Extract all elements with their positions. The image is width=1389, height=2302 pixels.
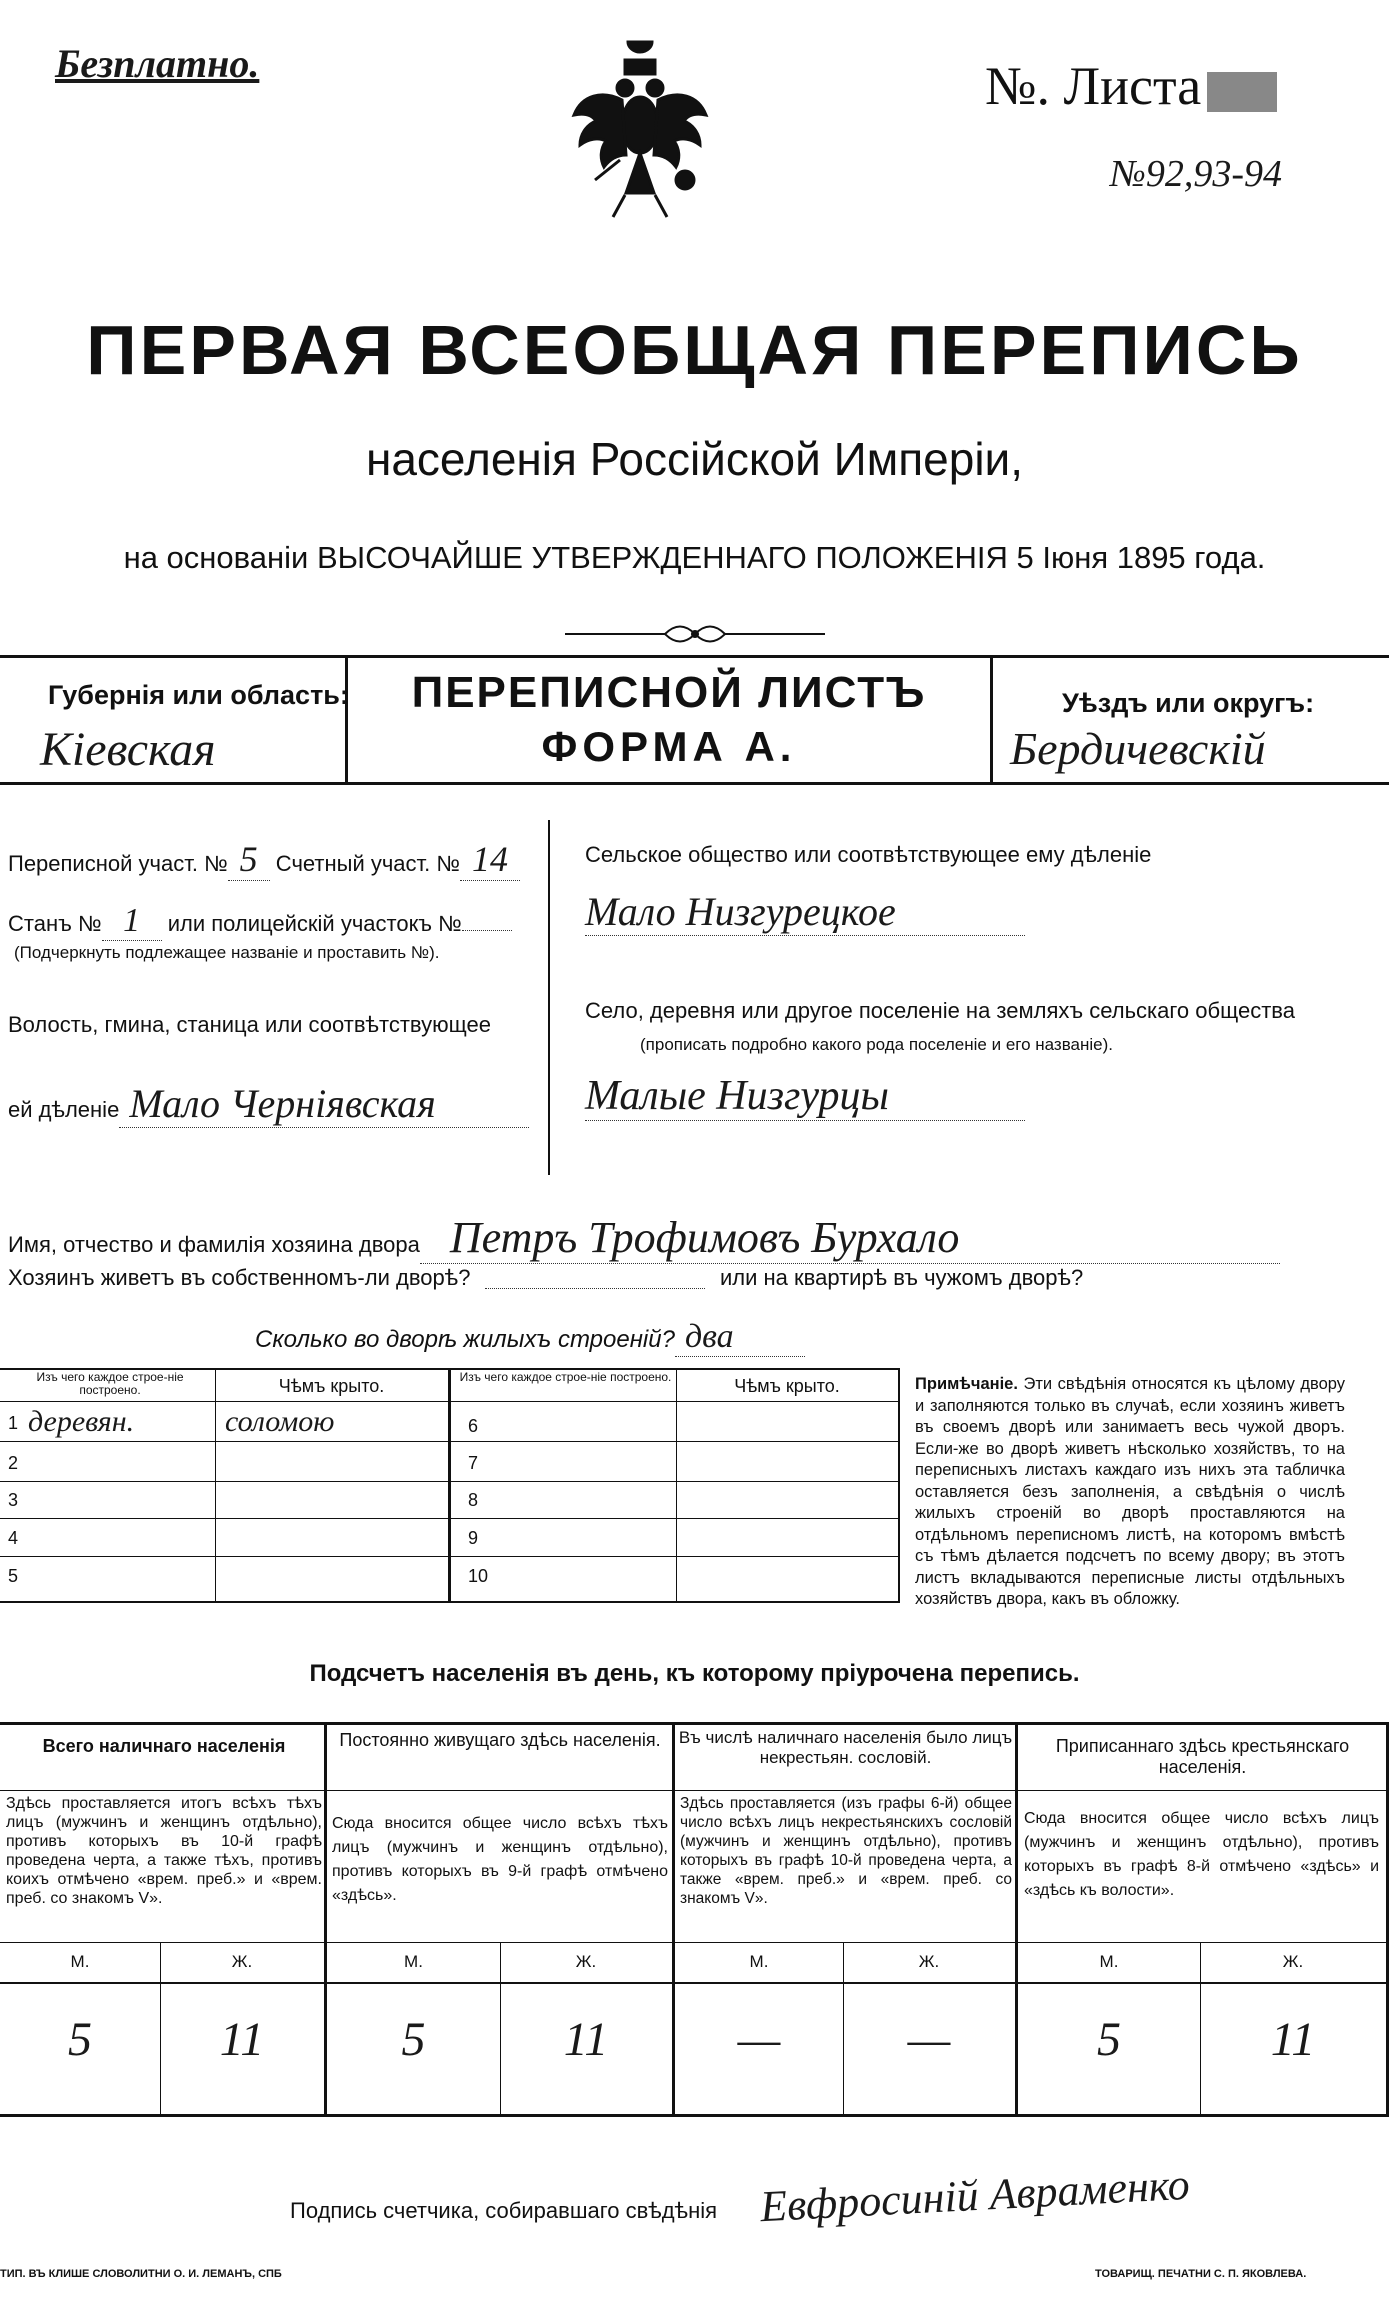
count-col-4-head: Приписаннаго здѣсь крестьянскаго населенія. [1055, 1736, 1350, 1777]
redaction-block [1207, 72, 1277, 112]
page-title: ПЕРВАЯ ВСЕОБЩАЯ ПЕРЕПИСЬ [86, 311, 1303, 389]
row-number: 6 [468, 1416, 479, 1436]
page-subtitle: населенія Россійской Имперіи, [365, 433, 1024, 485]
count-col-3-desc: Здѣсь проставляется (изъ графы 6-й) общее число всѣхъ лицъ некрестьянскихъ сословій (мужчинъ и женщинъ отдѣльно), противъ которыхъ въ графѣ 10-й проведена черта, а также «врем. преб.» и «врем. преб. со знакомъ V». [680, 1795, 1012, 1907]
count-col-3-head: Въ числѣ наличнаго населенія было лицъ некрестьян. сословій. [678, 1728, 1013, 1767]
own-yard-field[interactable] [485, 1288, 705, 1289]
double-eagle-emblem-icon [565, 30, 715, 230]
row-number: 2 [8, 1453, 19, 1473]
m-label: М. [749, 1952, 769, 1971]
f-label: Ж. [575, 1952, 597, 1971]
count-value-m[interactable]: 5 [1097, 2013, 1121, 2066]
ornament-divider-icon [565, 622, 825, 646]
f-label: Ж. [231, 1952, 253, 1971]
m-label: М. [404, 1952, 423, 1971]
row-number: 3 [8, 1490, 19, 1510]
village-value[interactable]: Малые Низгурцы [585, 1072, 1025, 1121]
district-label: Уѣздъ или округъ: [1062, 688, 1315, 718]
col-roof-header: Чѣмъ крыто. [278, 1376, 385, 1396]
col-roof-header-2: Чѣмъ крыто. [734, 1376, 840, 1396]
count-col-4-desc: Сюда вносится общее число всѣхъ лицъ (мужчинъ и женщинъ отдѣльно), противъ которыхъ въ графѣ 8-й отмѣчено «здѣсь» и «здѣсь къ волости». [1024, 1810, 1379, 1899]
owner-row: Имя, отчество и фамилія хозяина двора Петръ Трофимовъ Бурхало [8, 1212, 1280, 1264]
count-col-2-head: Постоянно живущаго здѣсь населенія. [339, 1730, 661, 1750]
province-value[interactable]: Кіевская [40, 723, 216, 776]
buildings-value[interactable]: два [675, 1318, 805, 1357]
count-value-f[interactable]: 11 [563, 2013, 609, 2066]
province-label: Губернія или область: [48, 680, 349, 710]
row-number: 9 [468, 1528, 479, 1548]
printer-right: ТОВАРИЩ. ПЕЧАТНИ С. П. ЯКОВЛЕВА. [1095, 2268, 1307, 2280]
census-area-value[interactable]: 5 [228, 838, 270, 881]
rented-label: или на квартирѣ въ чужомъ дворѣ? [720, 1265, 1084, 1290]
count-value-f[interactable]: 11 [1270, 2013, 1316, 2066]
count-title: Подсчетъ населенія въ день, къ которому пріурочена перепись. [309, 1660, 1080, 1687]
count-value-m[interactable]: 5 [401, 2013, 426, 2066]
f-label: Ж. [918, 1952, 940, 1971]
printer-left: ТИП. ВЪ КЛИШЕ СЛОВОЛИТНИ О. И. ЛЕМАНЪ, СПБ [0, 2268, 282, 2280]
count-value-f[interactable]: 11 [219, 2013, 265, 2066]
enumerator-signature: Евфросиній Авраменко [759, 2159, 1191, 2232]
m-label: М. [1099, 1952, 1119, 1971]
legal-basis: на основаніи ВЫСОЧАЙШЕ УТВЕРЖДЕННАГО ПОЛОЖЕНІЯ 5 Іюня 1895 года. [123, 540, 1266, 575]
row-number: 4 [8, 1528, 19, 1548]
count-value-f[interactable]: — [907, 2013, 951, 2066]
count-value-m[interactable]: — [737, 2013, 781, 2066]
count-col-1-head: Всего наличнаго населенія [42, 1736, 286, 1756]
row-roof[interactable]: соломою [225, 1405, 335, 1438]
district-value[interactable]: Бердичевскій [1010, 723, 1266, 774]
row-number: 7 [468, 1453, 479, 1473]
stan-row: Станъ № 1 или полицейскій участокъ № [8, 902, 512, 941]
stan-value[interactable]: 1 [102, 902, 162, 941]
signature-label: Подпись счетчика, собиравшаго свѣдѣнія [290, 2198, 718, 2223]
sheet-no-label: №. Листа [985, 55, 1277, 117]
sheet-numbers: №92,93-94 [1110, 153, 1282, 195]
form-subtitle: ФОРМА А. [541, 723, 797, 770]
col-material-header-2: Изъ чего каждое строе-ніе построено. [459, 1370, 672, 1384]
count-table [0, 1722, 1389, 2117]
owner-name-value[interactable]: Петръ Трофимовъ Бурхало [420, 1212, 1280, 1264]
form-title: ПЕРЕПИСНОЙ ЛИСТЪ [411, 668, 927, 717]
buildings-note: Примѣчаніе. Эти свѣдѣнія относятся къ цѣлому двору и заполняются только въ случаѣ, если хозяинъ живетъ въ своемъ дворѣ или занимаетъ весь чужой дворъ. Если-же во дворѣ живетъ нѣсколько хозяйствъ, то на переписныхъ листахъ каждаго изъ нихъ эта табличка оставляется безъ заполненія, а свѣдѣнія о числѣ жилыхъ строеній во дворѣ проставляются на отдѣльномъ переписномъ листѣ, на которомъ вмѣстѣ съ тѣмъ дѣлается подсчетъ по всему двору; въ этотъ листъ вкладываются переписные листы отдѣльныхъ хозяйствъ двора, какъ въ обложку. [915, 1375, 1345, 1608]
f-label: Ж. [1282, 1952, 1304, 1971]
row-number: 1 [8, 1413, 19, 1433]
village-label: Село, деревня или другое поселеніе на земляхъ сельскаго общества [585, 998, 1295, 1023]
society-label: Сельское общество или соотвѣтствующее ему дѣленіе [585, 842, 1152, 867]
volost-label: Волость, гмина, станица или соотвѣтствующее [8, 1012, 491, 1037]
row-number: 5 [8, 1566, 19, 1586]
row-material[interactable]: деревян. [28, 1405, 135, 1438]
count-value-m[interactable]: 5 [68, 2013, 92, 2066]
volost-row: ей дѣленіе Мало Черніявская [8, 1080, 529, 1128]
buildings-row: Сколько во дворѣ жилыхъ строеній? два [255, 1318, 805, 1357]
count-col-1-desc: Здѣсь проставляется итогъ всѣхъ тѣхъ лицъ (мужчинъ и женщинъ отдѣльно), противъ которыхъ въ 10-й графѣ проведена черта, а также тѣхъ, противъ коихъ отмѣчено «врем. преб.» и «врем. преб. со знакомъ V». [6, 1795, 322, 1907]
row-number: 10 [468, 1566, 489, 1586]
buildings-table [0, 1368, 900, 1603]
village-note: (прописать подробно какого рода поселеніе и его названіе). [640, 1035, 1114, 1054]
m-label: М. [70, 1952, 90, 1971]
society-value[interactable]: Мало Низгурецкое [585, 888, 1025, 936]
volost-value[interactable]: Мало Черніявская [119, 1080, 529, 1128]
count-area-value[interactable]: 14 [460, 838, 520, 881]
count-col-2-desc: Сюда вносится общее число всѣхъ тѣхъ лицъ (мужчинъ и женщинъ отдѣльно), противъ которыхъ въ 9-й графѣ отмѣчено «здѣсь». [332, 1815, 668, 1904]
free-label: Безплатно. [55, 41, 260, 86]
col-material-header: Изъ чего каждое строе-ніе построено. [36, 1370, 184, 1397]
underline-note: (Подчеркнуть подлежащее названіе и проставить №). [14, 943, 440, 962]
own-yard-label: Хозяинъ живетъ въ собственномъ-ли дворѣ? [8, 1265, 471, 1290]
census-area-row: Переписной участ. № 5 Счетный участ. № 14 [8, 838, 520, 881]
row-number: 8 [468, 1490, 479, 1510]
